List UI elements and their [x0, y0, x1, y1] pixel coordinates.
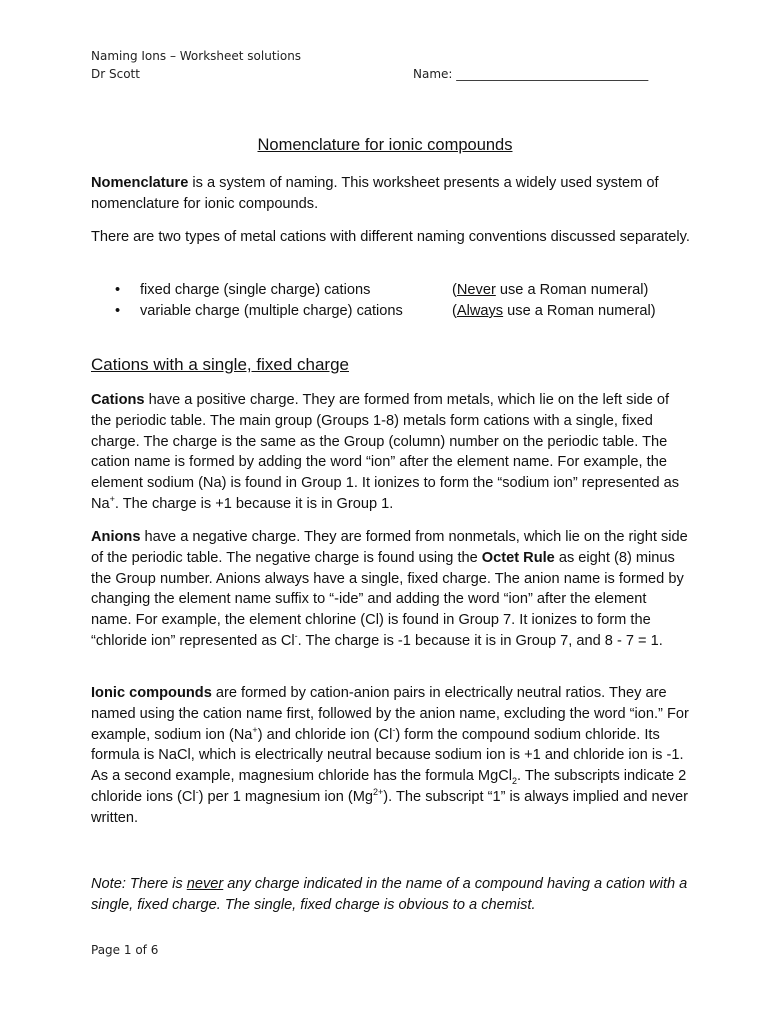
anions-paragraph: Anions have a negative charge. They are formed from nonmetals, which lie on the right side of the periodic table. The negative charge is found using the Octet Rule as eight (8) minus the Group number. Anions always have a single, fixed charge. The anion name is formed by changing the element name suffix to “-ide” and adding the word “ion” after the element name. For example, the element chlorine (Cl) is found in Group 7. It ionizes to form the “chloride ion” represented as Cl-. The charge is -1 because it is in Group 7, and 8 - 7 = 1.	[91, 529, 688, 649]
page-number: Page 1 of 6	[91, 943, 159, 957]
list-item	[115, 280, 675, 301]
section-heading: Cations with a single, fixed charge	[91, 355, 349, 374]
anions-term: Anions	[91, 529, 141, 545]
list-item	[115, 301, 675, 322]
intro-paragraph	[91, 173, 691, 215]
note-emphasis: never	[186, 876, 224, 892]
octet-rule-term: Octet Rule	[481, 549, 555, 566]
header-title: Naming Ions – Worksheet solutions	[91, 49, 302, 63]
name-field: Name: ________________________________	[413, 67, 649, 81]
header-author: Dr Scott	[91, 67, 140, 81]
intro-text: is a system of naming. This worksheet presents a widely used system of nomenclature for ionic compounds.	[91, 175, 659, 212]
bullet-label: variable charge (multiple charge) cations	[140, 303, 403, 319]
ionic-term: Ionic compounds	[91, 685, 212, 701]
bullet-icon: •	[115, 303, 121, 319]
page-title: Nomenclature for ionic compounds	[257, 136, 513, 154]
intro-term: Nomenclature	[91, 175, 189, 191]
rule-keyword: Never	[456, 282, 496, 298]
rule-keyword: Always	[456, 303, 504, 319]
cations-term: Cations	[91, 392, 145, 408]
bullet-rule: (Never use a Roman numeral)	[452, 282, 649, 298]
note-paragraph: Note: There is never any charge indicated in the name of a compound having a cation with a single, fixed charge. The single, fixed charge is obvious to a chemist.	[91, 876, 688, 913]
types-intro-paragraph: There are two types of metal cations with different naming conventions discussed separately.	[91, 229, 690, 245]
cation-types-list	[115, 280, 675, 322]
cations-paragraph: Cations have a positive charge. They are formed from metals, which lie on the left side of the periodic table. The main group (Groups 1-8) metals form cations with a single, fixed charge. The charge is the same as the Group (column) number on the periodic table. The cation name is formed by adding the word “ion” after the element name. For example, the element sodium (Na) is found in Group 1. It ionizes to form the “sodium ion” represented as Na+. The charge is +1 because it is in Group 1.	[91, 392, 680, 512]
bullet-label: fixed charge (single charge) cations	[140, 282, 371, 298]
bullet-icon: •	[115, 282, 121, 298]
ionic-compounds-paragraph: Ionic compounds are formed by cation-anion pairs in electrically neutral ratios. They are named using the cation name first, followed by the anion name, excluding the word “ion.” For example, sodium ion (Na+) and chloride ion (Cl-) form the compound sodium chloride. Its formula is NaCl, which is electrically neutral because sodium ion is +1 and chloride ion is -1. As a second example, magnesium chloride has the formula MgCl$_2$. The subscripts indicate 2 chloride ions (Cl-) per 1 magnesium ion $(Mg^{2+})$. The subscript “1” is always implied and never written.	[91, 685, 689, 826]
bullet-rule: (Always use a Roman numeral)	[452, 303, 656, 319]
